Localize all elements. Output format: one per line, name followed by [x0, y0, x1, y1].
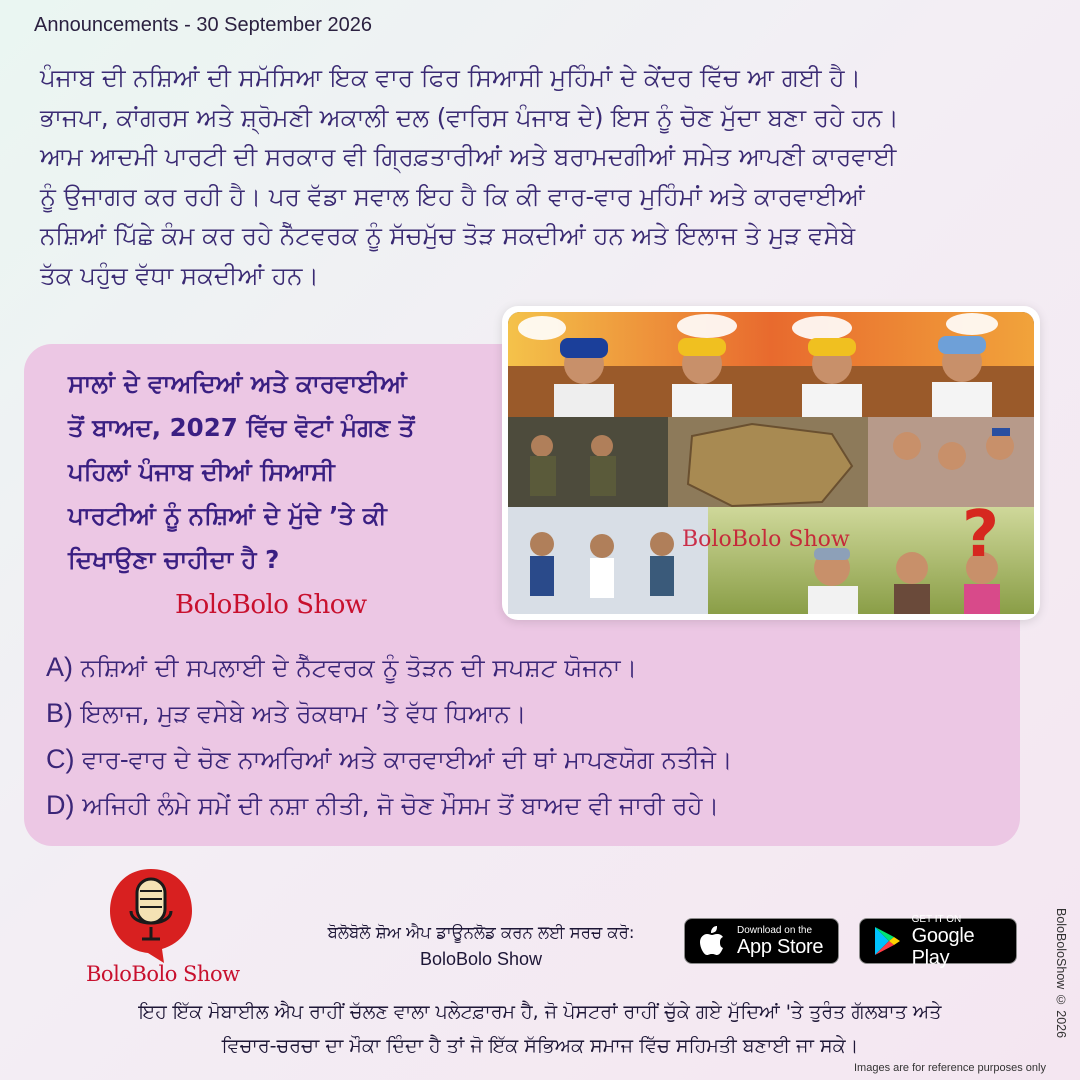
- app-store-small-label: Download on the: [737, 924, 813, 936]
- option-letter: B): [46, 698, 73, 728]
- image-watermark: BoloBolo Show: [682, 527, 850, 552]
- description-line: ਵਿਚਾਰ-ਚਰਚਾ ਦਾ ਮੌਕਾ ਦਿੰਦਾ ਹੈ ਤਾਂ ਜੋ ਇੱਕ ਸੱਭਿਅਕ ਸਮਾਜ ਵਿੱਚ ਸਹਿਮਤੀ ਬਣਾਈ ਜਾ ਸਕੇ।: [221, 1035, 859, 1057]
- google-play-button[interactable]: [859, 913, 1017, 969]
- search-term: BoloBolo Show: [419, 949, 543, 969]
- intro-line: ਤੱਕ ਪਹੁੰਚ ਵੱਧਾ ਸਕਦੀਆਂ ਹਨ।: [40, 260, 319, 290]
- option-c[interactable]: [46, 736, 1006, 782]
- answer-options: [46, 644, 1006, 828]
- collage-illustration: [502, 306, 1040, 620]
- microphone-icon: [104, 865, 198, 965]
- intro-line: ਪੰਜਾਬ ਦੀ ਨਸ਼ਿਆਂ ਦੀ ਸਮੱਸਿਆ ਇਕ ਵਾਰ ਫਿਰ ਸਿਆਸੀ ਮੁਹਿੰਮਾਂ ਦੇ ਕੇਂਦਰ ਵਿੱਚ ਆ ਗਈ ਹੈ।: [40, 63, 861, 92]
- google-play-icon: [870, 924, 904, 958]
- app-search-hint: [300, 920, 662, 972]
- clinic-figures: [530, 532, 674, 598]
- image-disclaimer: Images are for reference purposes only: [854, 1062, 1046, 1074]
- option-b[interactable]: [46, 690, 1006, 736]
- copyright-note: BoloBoloShow © 2026: [1054, 908, 1068, 1039]
- question-line: ਪਾਰਟੀਆਂ ਨੂੰ ਨਸ਼ਿਆਂ ਦੇ ਮੁੱਦੇ ’ਤੇ ਕੀ: [68, 501, 387, 530]
- brand-wordmark: BoloBolo Show: [175, 590, 367, 620]
- option-text: ਅਜਿਹੀ ਲੰਮੇ ਸਮੇਂ ਦੀ ਨਸ਼ਾ ਨੀਤੀ, ਜੋ ਚੋਣ ਮੌਸਮ ਤੋਂ ਬਾਅਦ ਵੀ ਜਾਰੀ ਰਹੇ।: [74, 791, 720, 820]
- option-text: ਨਸ਼ਿਆਂ ਦੀ ਸਪਲਾਈ ਦੇ ਨੈੱਟਵਰਕ ਨੂੰ ਤੋੜਨ ਦੀ ਸਪਸ਼ਟ ਯੋਜਨਾ।: [73, 653, 638, 682]
- intro-line: ਨੂੰ ਉਜਾਗਰ ਕਰ ਰਹੀ ਹੈ। ਪਰ ਵੱਡਾ ਸਵਾਲ ਇਹ ਹੈ ਕਿ ਕੀ ਵਾਰ-ਵਾਰ ਮੁਹਿੰਮਾਂ ਅਤੇ ਕਾਰਵਾਈਆਂ: [40, 181, 865, 211]
- option-text: ਇਲਾਜ, ਮੁੜ ਵਸੇਬੇ ਅਤੇ ਰੋਕਥਾਮ ’ਤੇ ਵੱਧ ਧਿਆਨ।: [73, 699, 527, 728]
- app-store-label: App Store: [737, 935, 824, 958]
- description-line: ਇਹ ਇੱਕ ਮੋਬਾਈਲ ਐਪ ਰਾਹੀਂ ਚੱਲਣ ਵਾਲਾ ਪਲੇਟਫ਼ਾਰਮ ਹੈ, ਜੋ ਪੋਸਟਰਾਂ ਰਾਹੀਂ ਚੁੱਕੇ ਗਏ ਮੁੱਦਿਆਂ 'ਤੇ ਤੁਰੰਤ ਗੱਲਬਾਤ ਅਤੇ: [138, 1001, 942, 1023]
- question-line: ਪਹਿਲਾਂ ਪੰਜਾਬ ਦੀਆਂ ਸਿਆਸੀ: [68, 457, 335, 486]
- question-line: ਦਿਖਾਉਣਾ ਚਾਹੀਦਾ ਹੈ ?: [68, 545, 280, 574]
- platform-description: [60, 995, 1020, 1063]
- intro-line: ਭਾਜਪਾ, ਕਾਂਗਰਸ ਅਤੇ ਸ਼੍ਰੋਮਣੀ ਅਕਾਲੀ ਦਲ (ਵਾਰਿਸ ਪੰਜਾਬ ਦੇ) ਇਸ ਨੂੰ ਚੋਣ ਮੁੱਦਾ ਬਣਾ ਰਹੇ ਹਨ।: [40, 102, 899, 132]
- app-store-button[interactable]: [684, 918, 839, 964]
- intro-line: ਨਸ਼ਿਆਂ ਪਿੱਛੇ ਕੰਮ ਕਰ ਰਹੇ ਨੈੱਟਵਰਕ ਨੂੰ ਸੱਚਮੁੱਚ ਤੋੜ ਸਕਦੀਆਂ ਹਨ ਅਤੇ ਇਲਾਜ ਤੇ ਮੁੜ ਵਸੇਬੇ: [40, 221, 856, 251]
- question-line: ਤੋਂ ਬਾਅਦ, 2027 ਵਿੱਚ ਵੋਟਾਂ ਮੰਗਣ ਤੋਂ: [68, 413, 415, 442]
- option-letter: A): [46, 652, 73, 682]
- logo-wordmark: BoloBolo Show: [86, 962, 240, 986]
- search-label-text: ਬੋਲੋਬੋਲੋ ਸ਼ੋਅ ਐਪ ਡਾਊਨਲੋਡ ਕਰਨ ਲਈ ਸਰਚ ਕਰੋ:: [327, 923, 635, 942]
- intro-paragraph: [40, 58, 1050, 296]
- question-line: ਸਾਲਾਂ ਦੇ ਵਾਅਦਿਆਂ ਅਤੇ ਕਾਰਵਾਈਆਂ: [68, 369, 407, 398]
- google-play-label: Google Play: [911, 924, 975, 969]
- apple-icon: [695, 924, 729, 958]
- announcement-date-header: Announcements - 30 September 2026: [34, 14, 372, 36]
- poll-question: [68, 362, 488, 582]
- question-mark-icon: ?: [962, 498, 1000, 572]
- option-d[interactable]: [46, 782, 1006, 828]
- intro-line: ਆਮ ਆਦਮੀ ਪਾਰਟੀ ਦੀ ਸਰਕਾਰ ਵੀ ਗ੍ਰਿਫ਼ਤਾਰੀਆਂ ਅਤੇ ਬਰਾਮਦਗੀਆਂ ਸਮੇਤ ਆਪਣੀ ਕਾਰਵਾਈ: [40, 142, 897, 172]
- collage-image: [502, 306, 1040, 620]
- option-letter: D): [46, 790, 75, 820]
- option-a[interactable]: [46, 644, 1006, 690]
- option-letter: C): [46, 744, 75, 774]
- option-text: ਵਾਰ-ਵਾਰ ਦੇ ਚੋਣ ਨਾਅਰਿਆਂ ਅਤੇ ਕਾਰਵਾਈਆਂ ਦੀ ਥਾਂ ਮਾਪਣਯੋਗ ਨਤੀਜੇ।: [74, 745, 733, 774]
- google-play-small-label: GET IT ON: [911, 913, 962, 925]
